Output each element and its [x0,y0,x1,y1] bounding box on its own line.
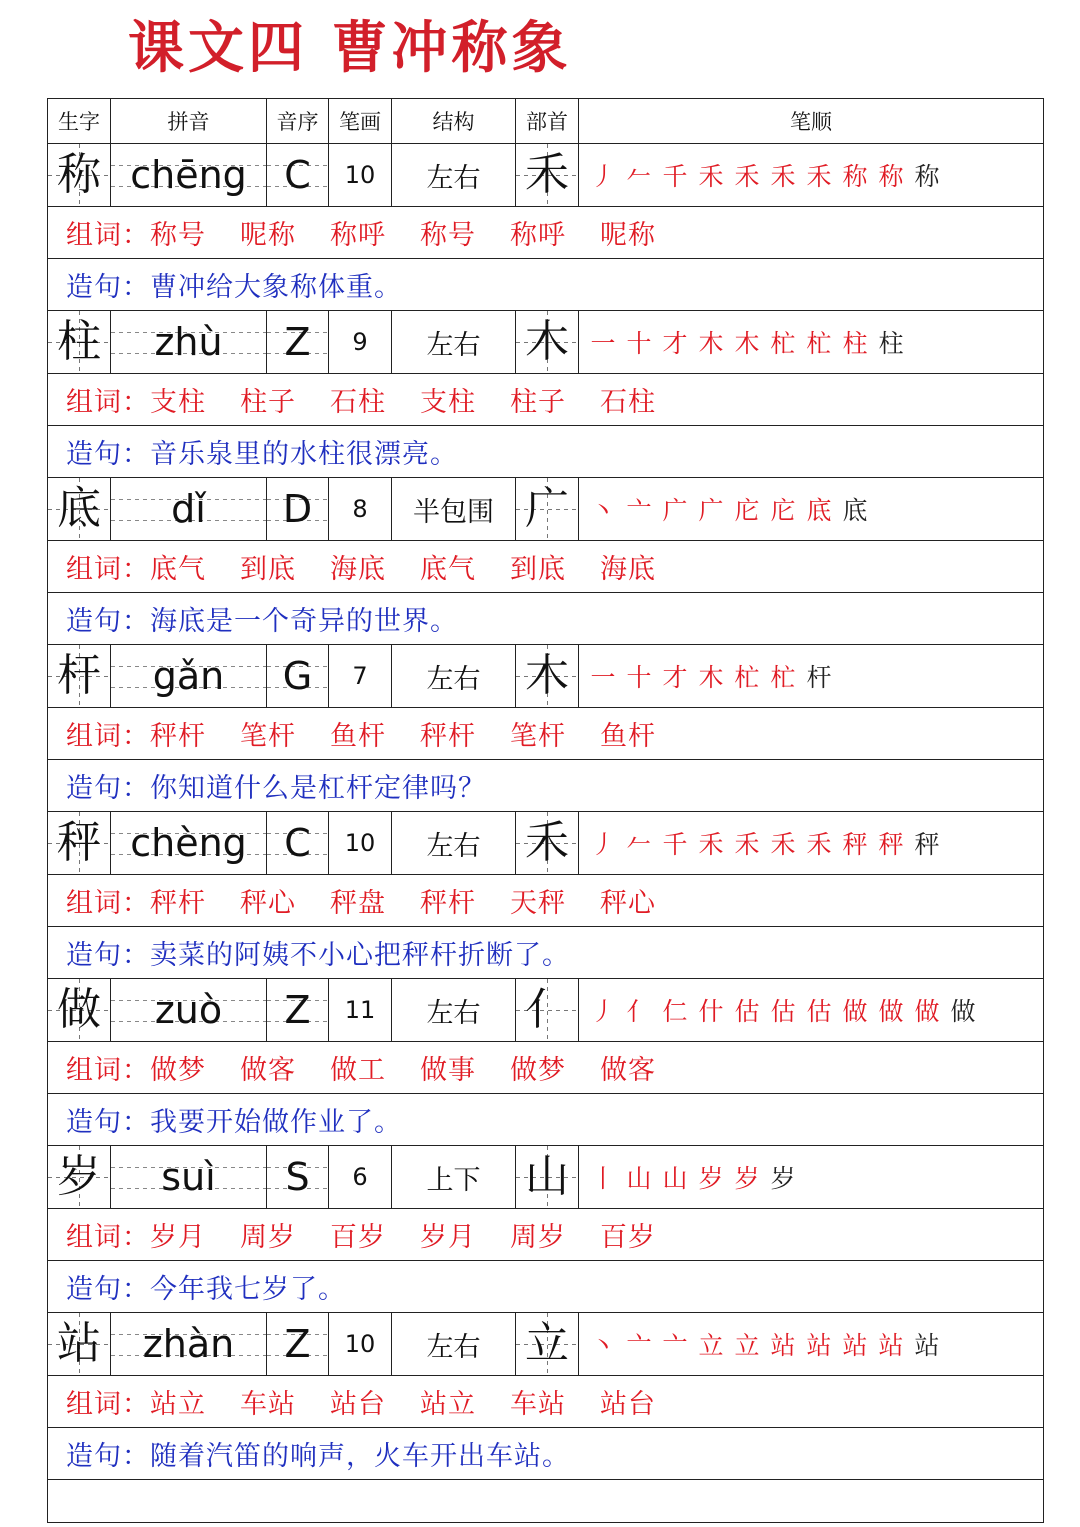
strokes-cell [329,1146,392,1208]
stroke-step: 杧 [770,329,796,358]
pinyin-cell [111,144,267,206]
structure-cell [392,478,516,540]
word: 做客 [240,1055,296,1086]
stroke-step: 做 [914,997,940,1026]
structure: 左右 [426,1331,481,1363]
stroke-step: 立 [698,1331,724,1360]
words-row [48,541,1043,593]
strokes-cell [329,812,392,874]
stroke-order [579,812,945,874]
word: 做梦 [510,1055,566,1086]
word: 到底 [510,554,566,585]
word: 支柱 [420,387,476,418]
stroke-step: 杧 [734,663,760,692]
index-letter: C [284,821,311,865]
word: 秤心 [240,888,296,919]
pinyin-cell [111,979,267,1041]
char-cell [48,144,111,206]
stroke-step: 底 [842,496,868,525]
stroke-count: 10 [344,1330,376,1358]
word: 岁月 [420,1222,476,1253]
stroke-step: 估 [770,997,796,1026]
letter-cell [267,812,329,874]
sentence-prefix: 造句： [66,1274,150,1305]
sentence-prefix: 造句： [66,606,150,637]
structure-cell [392,144,516,206]
stroke-count: 11 [344,996,376,1024]
structure: 左右 [426,830,481,862]
stroke-step: 亠 [626,1331,652,1360]
letter-cell [267,478,329,540]
pinyin: chēng [130,153,247,197]
index-letter: C [284,153,311,197]
word: 呢称 [600,220,656,251]
order-cell [579,1146,1043,1208]
stroke-step: 柱 [842,329,868,358]
stroke-step: 一 [590,329,616,358]
strokes-cell [329,645,392,707]
stroke-step: 估 [734,997,760,1026]
index-letter: S [285,1155,310,1199]
stroke-step: 丿 [590,162,616,191]
structure: 左右 [426,329,481,361]
radical-cell [516,979,579,1041]
pinyin-cell [111,1313,267,1375]
radical-cell [516,144,579,206]
word: 到底 [240,554,296,585]
word: 称呼 [330,220,386,251]
sentence-row [48,426,1043,478]
stroke-step: 丶 [590,1331,616,1360]
words-row [48,1376,1043,1428]
word: 石柱 [600,387,656,418]
stroke-step: 亠 [662,1331,688,1360]
stroke-step: 底 [806,496,832,525]
words-row [48,207,1043,259]
word: 秤杆 [150,721,206,752]
radical: 亻 [525,984,569,1035]
char-row [48,812,1043,875]
stroke-step: 秤 [878,830,904,859]
letter-cell [267,1313,329,1375]
index-letter: D [282,487,313,531]
sentence-row [48,1094,1043,1146]
stroke-step: 庀 [734,496,760,525]
table-tail [48,1480,1043,1523]
word: 底气 [150,554,206,585]
structure-cell [392,1146,516,1208]
stroke-step: 岁 [734,1164,760,1193]
stroke-count: 8 [352,495,368,523]
stroke-step: 禾 [698,162,724,191]
stroke-step: 庀 [770,496,796,525]
stroke-step: 𠂉 [626,162,652,191]
char-row [48,311,1043,374]
char-cell [48,645,111,707]
hanzi: 底 [57,483,101,534]
strokes-cell [329,144,392,206]
stroke-step: 十 [626,663,652,692]
word: 周岁 [510,1222,566,1253]
word: 车站 [240,1389,296,1420]
char-cell [48,812,111,874]
stroke-step: 木 [734,329,760,358]
hanzi: 称 [57,149,101,200]
sentence-prefix: 造句： [66,1107,150,1138]
pinyin-cell [111,812,267,874]
word: 鱼杆 [330,721,386,752]
char-row [48,144,1043,207]
strokes-cell [329,478,392,540]
words-row [48,875,1043,927]
char-cell [48,478,111,540]
radical-cell [516,478,579,540]
radical-cell [516,645,579,707]
stroke-step: 丿 [590,830,616,859]
stroke-step: 山 [626,1164,652,1193]
pinyin-cell [111,1146,267,1208]
index-letter: Z [284,1322,311,1366]
pinyin-cell [111,311,267,373]
table-body [48,144,1043,1480]
stroke-step: 立 [734,1331,760,1360]
word: 笔杆 [510,721,566,752]
index-letter: Z [284,988,311,1032]
stroke-step: 木 [698,663,724,692]
stroke-step: 杧 [770,663,796,692]
header-radical: 部首 [516,99,579,143]
word: 岁月 [150,1222,206,1253]
stroke-step: 称 [914,162,940,191]
stroke-order [579,645,837,707]
words-prefix: 组词： [66,1055,150,1086]
stroke-step: 岁 [770,1164,796,1193]
word: 做客 [600,1055,656,1086]
hanzi: 站 [57,1318,101,1369]
stroke-step: 才 [662,329,688,358]
radical: 木 [525,316,569,367]
stroke-order [579,1313,945,1375]
char-row [48,1313,1043,1376]
stroke-order [579,144,945,206]
structure: 左右 [426,162,481,194]
order-cell [579,478,1043,540]
stroke-order [579,979,981,1041]
stroke-step: 禾 [770,162,796,191]
word: 海底 [330,554,386,585]
char-row [48,979,1043,1042]
structure: 左右 [426,663,481,695]
stroke-order [579,311,909,373]
stroke-step: 山 [662,1164,688,1193]
char-cell [48,311,111,373]
word: 站台 [330,1389,386,1420]
word: 支柱 [150,387,206,418]
header-strokes: 笔画 [329,99,392,143]
strokes-cell [329,1313,392,1375]
sentence: 随着汽笛的响声，火车开出车站。 [150,1441,570,1472]
pinyin: zhàn [142,1322,235,1366]
hanzi: 杆 [57,650,101,701]
stroke-step: 做 [950,997,976,1026]
structure: 半包围 [413,496,494,528]
word: 称号 [420,220,476,251]
sentence: 你知道什么是杠杆定律吗？ [150,773,486,804]
structure-cell [392,812,516,874]
radical: 木 [525,650,569,701]
order-cell [579,144,1043,206]
stroke-step: 禾 [806,162,832,191]
words-prefix: 组词： [66,721,150,752]
table-header [48,98,1043,144]
stroke-step: 做 [842,997,868,1026]
stroke-order [579,478,873,540]
letter-cell [267,144,329,206]
stroke-step: 禾 [806,830,832,859]
stroke-step: 称 [878,162,904,191]
order-cell [579,311,1043,373]
stroke-step: 千 [662,830,688,859]
stroke-step: 柱 [878,329,904,358]
stroke-step: 站 [914,1331,940,1360]
radical: 广 [525,483,569,534]
index-letter: Z [284,320,311,364]
sentence-row [48,760,1043,812]
sentence-row [48,593,1043,645]
structure-cell [392,1313,516,1375]
word: 秤杆 [150,888,206,919]
sentence-row [48,1428,1043,1480]
stroke-step: 杆 [806,663,832,692]
sentence-row [48,927,1043,979]
radical-cell [516,812,579,874]
stroke-step: 称 [842,162,868,191]
word: 柱子 [510,387,566,418]
order-cell [579,645,1043,707]
letter-cell [267,645,329,707]
pinyin-cell [111,645,267,707]
strokes-cell [329,311,392,373]
sentence: 曹冲给大象称体重。 [150,272,402,303]
words-row [48,1209,1043,1261]
stroke-step: 十 [626,329,652,358]
stroke-step: 站 [806,1331,832,1360]
word: 称号 [150,220,206,251]
stroke-step: 站 [842,1331,868,1360]
stroke-step: 站 [878,1331,904,1360]
sentence-prefix: 造句： [66,940,150,971]
stroke-step: 禾 [770,830,796,859]
stroke-step: 禾 [734,162,760,191]
radical-cell [516,1146,579,1208]
stroke-step: 一 [590,663,616,692]
sentence: 今年我七岁了。 [150,1274,346,1305]
char-cell [48,979,111,1041]
stroke-step: 估 [806,997,832,1026]
word: 石柱 [330,387,386,418]
sentence-prefix: 造句： [66,272,150,303]
word: 呢称 [240,220,296,251]
word: 秤杆 [420,888,476,919]
letter-cell [267,979,329,1041]
order-cell [579,979,1043,1041]
words-prefix: 组词： [66,387,150,418]
word: 海底 [600,554,656,585]
radical: 禾 [525,817,569,868]
word: 柱子 [240,387,296,418]
header-structure: 结构 [392,99,516,143]
stroke-step: 站 [770,1331,796,1360]
structure-cell [392,645,516,707]
sentence-prefix: 造句： [66,1441,150,1472]
sentence-row [48,1261,1043,1313]
pinyin-cell [111,478,267,540]
word: 秤杆 [420,721,476,752]
stroke-step: 禾 [734,830,760,859]
stroke-order [579,1146,801,1208]
header-char: 生字 [48,99,111,143]
char-cell [48,1146,111,1208]
pinyin: dǐ [171,487,206,531]
stroke-step: 木 [698,329,724,358]
stroke-step: 丿 [590,997,616,1026]
stroke-step: 丶 [590,496,616,525]
sentence: 海底是一个奇异的世界。 [150,606,458,637]
letter-cell [267,311,329,373]
stroke-step: 什 [698,997,724,1026]
words-prefix: 组词： [66,1222,150,1253]
hanzi: 做 [57,984,101,1035]
sentence: 卖菜的阿姨不小心把秤杆折断了。 [150,940,570,971]
stroke-count: 6 [352,1163,368,1191]
header-letter: 音序 [267,99,329,143]
char-cell [48,1313,111,1375]
stroke-step: 广 [698,496,724,525]
stroke-step: 亻 [626,997,652,1026]
char-row [48,478,1043,541]
radical-cell [516,311,579,373]
order-cell [579,1313,1043,1375]
strokes-cell [329,979,392,1041]
words-prefix: 组词： [66,1389,150,1420]
stroke-step: 杧 [806,329,832,358]
header-pinyin: 拼音 [111,99,267,143]
stroke-count: 10 [344,161,376,189]
word: 站立 [150,1389,206,1420]
words-row [48,374,1043,426]
stroke-step: 亠 [626,496,652,525]
stroke-step: 秤 [842,830,868,859]
structure-cell [392,311,516,373]
word: 做事 [420,1055,476,1086]
pinyin: zuò [154,988,223,1032]
word: 笔杆 [240,721,296,752]
words-prefix: 组词： [66,888,150,919]
word: 秤盘 [330,888,386,919]
radical: 立 [525,1318,569,1369]
char-row [48,1146,1043,1209]
radical-cell [516,1313,579,1375]
structure: 上下 [426,1164,481,1196]
word: 底气 [420,554,476,585]
stroke-count: 7 [352,662,368,690]
radical: 山 [525,1151,569,1202]
sentence: 我要开始做作业了。 [150,1107,402,1138]
words-row [48,1042,1043,1094]
words-prefix: 组词： [66,554,150,585]
structure: 左右 [426,997,481,1029]
stroke-step: 禾 [698,830,724,859]
pinyin: gǎn [152,654,225,698]
words-row [48,708,1043,760]
word: 车站 [510,1389,566,1420]
word: 称呼 [510,220,566,251]
sentence: 音乐泉里的水柱很漂亮。 [150,439,458,470]
page-title: 课文四 曹冲称象 [128,15,572,81]
words-prefix: 组词： [66,220,150,251]
sentence-prefix: 造句： [66,439,150,470]
radical: 禾 [525,149,569,200]
stroke-count: 10 [344,829,376,857]
structure-cell [392,979,516,1041]
sentence-row [48,259,1043,311]
stroke-step: 秤 [914,830,940,859]
order-cell [579,812,1043,874]
sentence-prefix: 造句： [66,773,150,804]
word: 百岁 [330,1222,386,1253]
pinyin: zhù [154,320,223,364]
word: 周岁 [240,1222,296,1253]
word: 站立 [420,1389,476,1420]
pinyin: chèng [130,821,247,865]
char-row [48,645,1043,708]
stroke-step: 千 [662,162,688,191]
hanzi: 岁 [57,1151,101,1202]
stroke-step: 才 [662,663,688,692]
header-order: 笔顺 [790,110,832,134]
word: 秤心 [600,888,656,919]
index-letter: G [282,654,313,698]
letter-cell [267,1146,329,1208]
word: 做梦 [150,1055,206,1086]
stroke-step: 仁 [662,997,688,1026]
word: 鱼杆 [600,721,656,752]
stroke-step: 岁 [698,1164,724,1193]
stroke-step: 丨 [590,1164,616,1193]
stroke-step: 广 [662,496,688,525]
character-table [47,98,1044,1523]
word: 天秤 [510,888,566,919]
hanzi: 秤 [57,817,101,868]
pinyin: suì [161,1155,216,1199]
word: 做工 [330,1055,386,1086]
stroke-count: 9 [352,328,368,356]
word: 站台 [600,1389,656,1420]
word: 百岁 [600,1222,656,1253]
hanzi: 柱 [57,316,101,367]
stroke-step: 做 [878,997,904,1026]
stroke-step: 𠂉 [626,830,652,859]
